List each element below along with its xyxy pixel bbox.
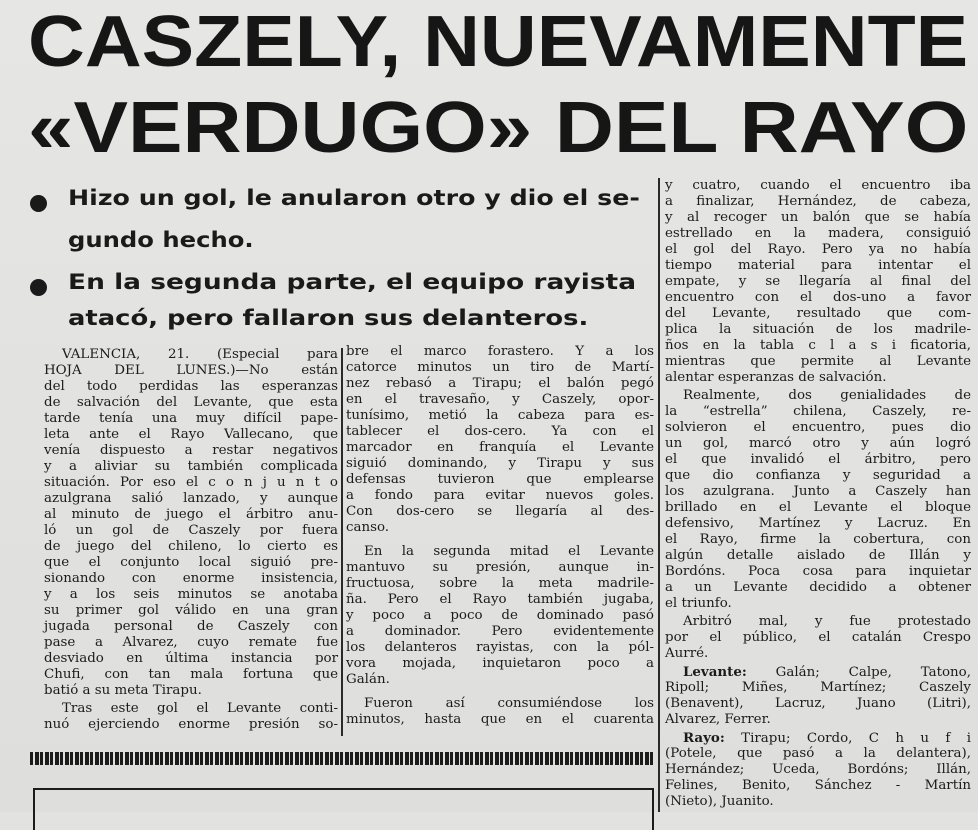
text-line: [665, 664, 971, 680]
text-line: y poco a poco de dominado pasó: [346, 608, 654, 623]
team-label: Levante:: [683, 664, 747, 680]
text-line: encuentro con el dos-uno a favor: [665, 290, 971, 305]
text-line: tablecer el dos-cero. Ya con el: [346, 424, 654, 439]
text-line: vora mojada, inquietaron poco a: [346, 656, 654, 671]
text-line: Arbitró mal, y fue protestado: [683, 614, 971, 629]
text-line: en el travesaño, y Caszely, opor-: [346, 392, 654, 407]
text-line: bre el marco forastero. Y a los: [346, 344, 654, 359]
article-column-3: [665, 178, 971, 812]
text-line: a finalizar, Hernández, de cabeza,: [665, 194, 971, 209]
text-line: Chufi, con tan mala fortuna que: [44, 667, 338, 682]
text-line: Felines, Benito, Sánchez - Martín: [665, 778, 971, 793]
subheadline-line: gundo hecho.: [68, 228, 254, 252]
text-line: nuó ejerciendo enorme presión so-: [44, 717, 338, 732]
text-line: Hernández; Uceda, Bordóns; Illán,: [665, 762, 971, 777]
text-line: (Nieto), Juanito.: [665, 794, 774, 809]
text-line: venía dispuesto a restar negativos: [44, 443, 338, 458]
text-line: HOJA DEL LUNES.)—No están: [44, 363, 338, 378]
subheadline-line: atacó, pero fallaron sus delanteros.: [68, 306, 589, 330]
text-line: Realmente, dos genialidades de: [683, 388, 971, 403]
text-line: azulgrana salió lanzado, y aunque: [44, 491, 338, 506]
headline-line-1: CASZELY, NUEVAMENTE: [28, 2, 969, 82]
lineup-text: Tirapu; Cordo, C h u f i: [724, 731, 971, 746]
text-line: pase a Alvarez, cuyo remate fue: [44, 635, 338, 650]
text-line: ña. Pero el Rayo también jugaba,: [346, 592, 654, 607]
text-line: fructuosa, sobre la meta madrile-: [346, 576, 654, 591]
text-line: su primer gol válido en una gran: [44, 603, 338, 618]
text-line: por el público, el catalán Crespo: [665, 630, 971, 645]
lineup-paragraph: [665, 730, 971, 810]
decorative-border: [30, 752, 654, 765]
column-rule: [341, 348, 343, 736]
text-line: mantuvo su presión, aunque in-: [346, 560, 654, 575]
article-column-1: [44, 347, 338, 735]
headline-line-2: «VERDUGO» DEL RAYO: [28, 88, 969, 168]
text-line: (Potele, que pasó a la delantera),: [665, 746, 971, 761]
text-line: brillado en el Levante el bloque: [665, 500, 971, 515]
text-line: Tras este gol el Levante conti-: [62, 701, 338, 716]
text-line: los delanteros rayistas, con la pól-: [346, 640, 654, 655]
text-line: empate, y se llegaría al final del: [665, 274, 971, 289]
text-line: solvieron el encuentro, pues dio: [665, 420, 971, 435]
text-line: el Rayo, firme la cobertura, con: [665, 532, 971, 547]
text-line: Bordóns. Poca cosa para inquietar: [665, 564, 971, 579]
text-line: los azulgrana. Junto a Caszely han: [665, 484, 971, 499]
article-paragraph: [346, 344, 654, 536]
text-line: canso.: [346, 520, 390, 535]
text-line: un gol, marcó otro y aún logró: [665, 436, 971, 451]
text-line: a dominador. Pero evidentemente: [346, 624, 654, 639]
text-line: del Levante, resultado que com-: [665, 306, 971, 321]
article-paragraph: [44, 701, 338, 733]
text-line: situación. Por eso el c o n j u n t o: [44, 475, 338, 490]
text-line: a un Levante decidido a obtener: [665, 580, 971, 595]
column-rule: [658, 178, 660, 812]
text-line: del todo perdidas las esperanzas: [44, 379, 338, 394]
text-line: tiempo material para intentar el: [665, 258, 971, 273]
text-line: mientras que permite al Levante: [665, 354, 971, 369]
text-line: ló un gol de Caszely por fuera: [44, 523, 338, 538]
text-line: al minuto de juego el árbitro anu-: [44, 507, 338, 522]
text-line: defensivo, Martínez y Lacruz. En: [665, 516, 971, 531]
text-line: defensas tuvieron que emplearse: [346, 472, 654, 487]
text-line: que el conjunto local siguió pre-: [44, 555, 338, 570]
text-line: tarde tenía una muy difícil pape-: [44, 411, 338, 426]
text-line: Alvarez, Ferrer.: [665, 712, 771, 727]
subheadline-line: Hizo un gol, le anularon otro y dio el se-: [68, 186, 640, 210]
bullet-icon: [30, 279, 47, 296]
text-line: algún detalle aislado de Illán y: [665, 548, 971, 563]
text-line: alentar esperanzas de salvación.: [665, 370, 887, 385]
article-paragraph: [346, 544, 654, 688]
text-line: de salvación del Levante, que esta: [44, 395, 338, 410]
text-line: [665, 730, 971, 746]
text-line: el que invalidó el árbitro, pero: [665, 452, 971, 467]
text-line: Ripoll; Miñes, Martínez; Caszely: [665, 680, 971, 695]
text-line: estrellado en la madera, consiguió: [665, 226, 971, 241]
text-line: el triunfo.: [665, 596, 732, 611]
article-paragraph: [346, 696, 654, 728]
text-line: En la segunda mitad el Levante: [364, 544, 654, 559]
team-label: Rayo:: [683, 730, 725, 746]
text-line: sionando con enorme insistencia,: [44, 571, 338, 586]
text-line: jugada personal de Caszely con: [44, 619, 338, 634]
text-line: Aurré.: [665, 646, 709, 661]
article-paragraph: [665, 388, 971, 612]
article-paragraph: [44, 347, 338, 699]
text-line: catorce minutos un tiro de Martí-: [346, 360, 654, 375]
text-line: batió a su meta Tirapu.: [44, 683, 202, 698]
lineup-paragraph: [665, 664, 971, 728]
text-line: VALENCIA, 21. (Especial para: [62, 347, 338, 362]
adjacent-box-frame: [33, 788, 654, 830]
text-line: marcador en franquía el Levante: [346, 440, 654, 455]
text-line: Galán.: [346, 672, 390, 687]
text-line: plica la situación de los madrile-: [665, 322, 971, 337]
bullet-icon: [30, 195, 47, 212]
text-line: desviado en última instancia por: [44, 651, 338, 666]
text-line: ños en la tabla c l a s i ficatoria,: [665, 338, 971, 353]
text-line: Fueron así consumiéndose los: [364, 696, 654, 711]
text-line: que dio confianza y seguridad a: [665, 468, 971, 483]
text-line: y al recoger un balón que se había: [665, 210, 971, 225]
text-line: a fondo para evitar nuevos goles.: [346, 488, 654, 503]
text-line: leta ante el Rayo Vallecano, que: [44, 427, 338, 442]
lineup-text: Galán; Calpe, Tatono,: [746, 665, 971, 680]
article-column-2: [346, 344, 654, 730]
text-line: Con dos-cero se llegaría al des-: [346, 504, 654, 519]
article-paragraph: [665, 178, 971, 386]
text-line: siguió dominando, y Tirapu y sus: [346, 456, 654, 471]
subheadline-line: En la segunda parte, el equipo rayista: [68, 270, 637, 294]
text-line: el gol del Rayo. Pero ya no había: [665, 242, 971, 257]
text-line: y a aliviar su también complicada: [44, 459, 338, 474]
text-line: de juego del chileno, lo cierto es: [44, 539, 338, 554]
text-line: y cuatro, cuando el encuentro iba: [665, 178, 971, 193]
text-line: y a los seis minutos se anotaba: [44, 587, 338, 602]
text-line: (Benavent), Lacruz, Juano (Litri),: [665, 696, 971, 711]
text-line: la “estrella” chilena, Caszely, re-: [665, 404, 971, 419]
text-line: nez rebasó a Tirapu; el balón pegó: [346, 376, 654, 391]
text-line: tunísimo, metió la cabeza para es-: [346, 408, 654, 423]
text-line: minutos, hasta que en el cuarenta: [346, 712, 654, 727]
article-paragraph: [665, 614, 971, 662]
